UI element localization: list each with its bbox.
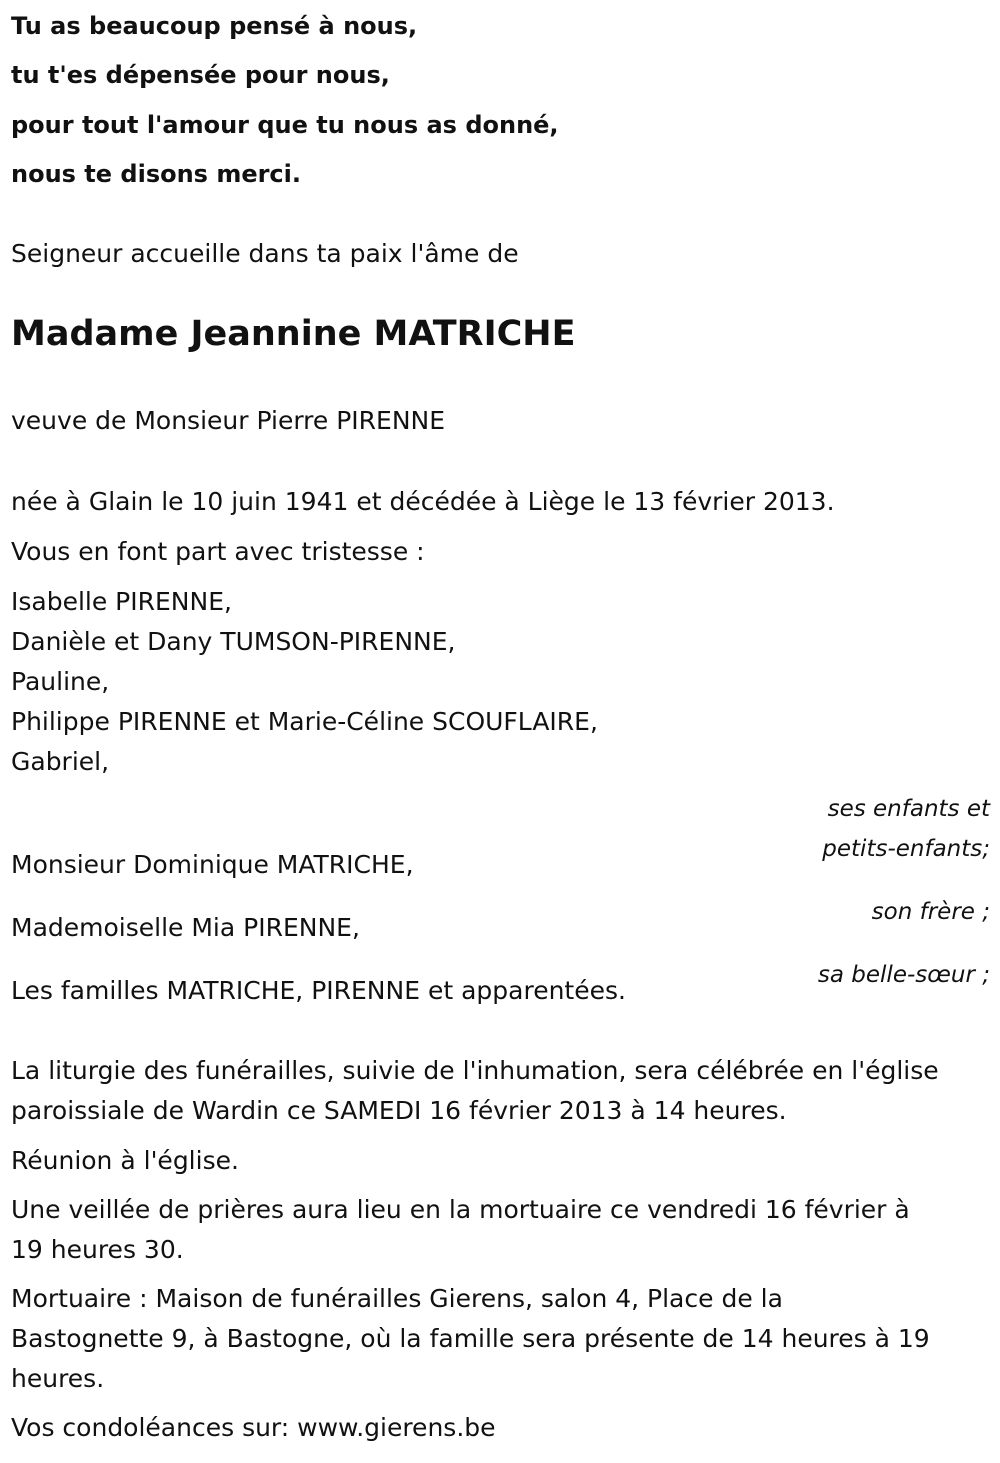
family-member: Danièle et Dany TUMSON-PIRENNE, [11, 627, 456, 656]
poem-line-4: nous te disons merci. [11, 160, 302, 188]
children-role-line-1: ses enfants et [827, 796, 990, 822]
deceased-name: Madame Jeannine MATRICHE [11, 314, 576, 354]
sister-in-law-name: Mademoiselle Mia PIRENNE, [11, 913, 360, 942]
announcement-line: Vous en font part avec tristesse : [11, 537, 425, 566]
liturgy-line-1: La liturgie des funérailles, suivie de l'inhumation, sera célébrée en l'église [11, 1056, 939, 1085]
family-member: Isabelle PIRENNE, [11, 587, 232, 616]
intro-text: Seigneur accueille dans ta paix l'âme de [11, 239, 519, 268]
mortuary-line-3: heures. [11, 1364, 105, 1393]
families-line: Les familles MATRICHE, PIRENNE et apparentées. [11, 976, 626, 1005]
mortuary-line-2: Bastognette 9, à Bastogne, où la famille sera présente de 14 heures à 19 [11, 1324, 930, 1353]
children-role-line-2: petits-enfants; [822, 836, 990, 862]
meeting-line: Réunion à l'église. [11, 1146, 239, 1175]
spouse-line: veuve de Monsieur Pierre PIRENNE [11, 406, 446, 435]
vigil-line-1: Une veillée de prières aura lieu en la mortuaire ce vendredi 16 février à [11, 1195, 910, 1224]
family-member: Pauline, [11, 667, 110, 696]
sister-in-law-role: sa belle-sœur ; [817, 962, 990, 988]
brother-role: son frère ; [871, 899, 990, 925]
brother-name: Monsieur Dominique MATRICHE, [11, 850, 414, 879]
liturgy-line-2: paroissiale de Wardin ce SAMEDI 16 février 2013 à 14 heures. [11, 1096, 787, 1125]
mortuary-line-1: Mortuaire : Maison de funérailles Gierens, salon 4, Place de la [11, 1284, 783, 1313]
family-member: Gabriel, [11, 747, 110, 776]
poem-line-2: tu t'es dépensée pour nous, [11, 61, 390, 89]
poem-line-1: Tu as beaucoup pensé à nous, [11, 12, 418, 40]
vigil-line-2: 19 heures 30. [11, 1235, 184, 1264]
family-member: Philippe PIRENNE et Marie-Céline SCOUFLAIRE, [11, 707, 598, 736]
condolences-line: Vos condoléances sur: www.gierens.be [11, 1413, 496, 1442]
birth-death-line: née à Glain le 10 juin 1941 et décédée à Liège le 13 février 2013. [11, 487, 835, 516]
poem-line-3: pour tout l'amour que tu nous as donné, [11, 111, 559, 139]
